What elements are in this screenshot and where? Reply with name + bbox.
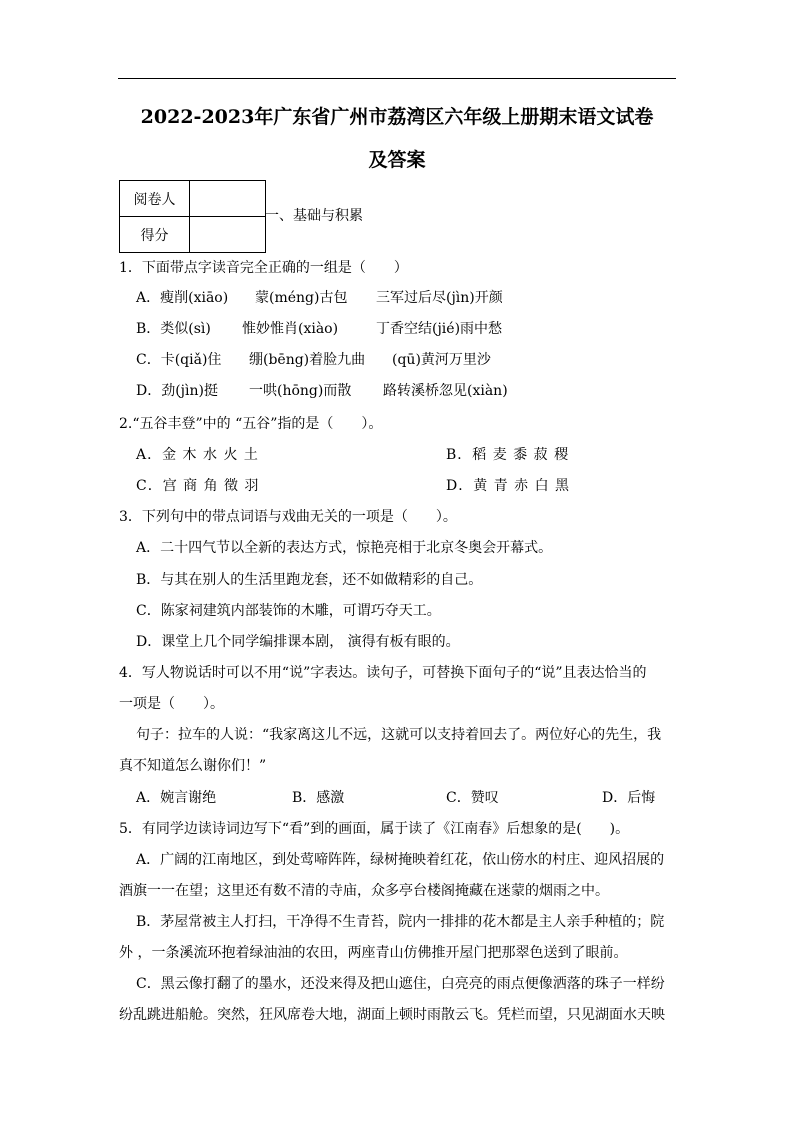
score-field[interactable] xyxy=(190,217,266,253)
question-3-stem: 3．下列句中的带点词语与戏曲无关的一项是（ ）。 xyxy=(119,509,457,525)
reviewer-label: 阅卷人 xyxy=(120,181,190,217)
question-2-stem: 2.“五谷丰登”中的 “五谷”指的是（ ）。 xyxy=(119,416,383,432)
question-3-option-c: C．陈家祠建筑内部装饰的木雕，可谓巧夺天工。 xyxy=(136,603,441,619)
question-4-option-a: A．婉言谢绝 xyxy=(136,790,217,806)
header-rule xyxy=(118,78,676,79)
score-label: 得分 xyxy=(120,217,190,253)
option-part: 绷(bēng)着脸九曲 xyxy=(249,352,366,368)
question-5-stem: 5．有同学边读诗词边写下“看”到的画面，属于读了《江南春》后想象的是( )。 xyxy=(119,821,630,837)
question-5-option-b: B．茅屋常被主人打扫，干净得不生青苔，院内一排排的花木都是主人亲手种植的；院 xyxy=(136,914,665,930)
question-2-option-b: B．稻 麦 黍 菽 稷 xyxy=(446,447,570,463)
option-part: B．类似(sì) xyxy=(136,321,211,337)
question-4-option-d: D．后悔 xyxy=(602,790,656,806)
score-table xyxy=(119,180,266,253)
question-4-sentence-cont: 真不知道怎么谢你们！” xyxy=(119,758,267,774)
question-4-stem-cont: 一项是（ ）。 xyxy=(119,696,224,712)
question-3-option-a: A．二十四气节以全新的表达方式，惊艳亮相于北京冬奥会开幕式。 xyxy=(136,540,553,556)
question-2-option-c: C．宫 商 角 徵 羽 xyxy=(136,478,260,494)
question-1-stem: 1．下面带点字读音完全正确的一组是（ ） xyxy=(119,260,408,276)
section-heading: 一、基础与积累 xyxy=(265,208,363,224)
document-title: 2022-2023年广东省广州市荔湾区六年级上册期末语文试卷 xyxy=(140,106,654,128)
option-part: A．瘦削(xiāo) xyxy=(136,290,229,306)
reviewer-field[interactable] xyxy=(190,181,266,217)
document-title-line2: 及答案 xyxy=(368,149,426,171)
question-5-option-a-cont: 酒旗一一在望；这里还有数不清的寺庙，众多亭台楼阁掩藏在迷蒙的烟雨之中。 xyxy=(119,883,609,899)
option-part: 路转溪桥忽见(xiàn) xyxy=(383,383,508,399)
question-4-stem: 4．写人物说话时可以不用“说”字表达。读句子，可替换下面句子的“说”且表达恰当的 xyxy=(119,665,647,681)
question-4-option-c: C．赞叹 xyxy=(446,790,499,806)
question-2-option-a: A．金 木 水 火 土 xyxy=(136,447,259,463)
question-3-option-d: D．课堂上几个同学编排课本剧， 演得有板有眼的。 xyxy=(136,634,460,650)
option-part: C．卡(qiǎ)住 xyxy=(136,352,222,368)
question-5-option-c: C．黑云像打翻了的墨水，还没来得及把山遮住，白亮亮的雨点便像洒落的珠子一样纷 xyxy=(136,976,665,992)
question-5-option-c-cont: 纷乱跳进船舱。突然，狂风席卷大地，湖面上顿时雨散云飞。凭栏而望，只见湖面水天映 xyxy=(119,1007,665,1023)
option-part: (qū)黄河万里沙 xyxy=(392,352,491,368)
question-5-option-a: A．广阔的江南地区，到处莺啼阵阵，绿树掩映着红花，依山傍水的村庄、迎风招展的 xyxy=(136,852,665,868)
option-part: 一哄(hōng)而散 xyxy=(249,383,352,399)
option-part: 惟妙惟肖(xiào) xyxy=(242,321,339,337)
option-part: 丁香空结(jié)雨中愁 xyxy=(376,321,503,337)
option-part: 蒙(méng)古包 xyxy=(255,290,348,306)
question-3-option-b: B．与其在别人的生活里跑龙套，还不如做精彩的自己。 xyxy=(136,572,483,588)
option-part: 三军过后尽(jìn)开颜 xyxy=(376,290,503,306)
question-4-option-b: B．感激 xyxy=(292,790,345,806)
question-4-sentence: 句子：拉车的人说：“我家离这儿不远，这就可以支持着回去了。两位好心的先生，我 xyxy=(136,727,662,743)
question-5-option-b-cont: 外 ，一条溪流环抱着绿油油的农田，两座青山仿佛推开屋门把那翠色送到了眼前。 xyxy=(119,945,628,961)
option-part: D．劲(jìn)挺 xyxy=(136,383,218,399)
question-2-option-d: D．黄 青 赤 白 黑 xyxy=(446,478,571,494)
